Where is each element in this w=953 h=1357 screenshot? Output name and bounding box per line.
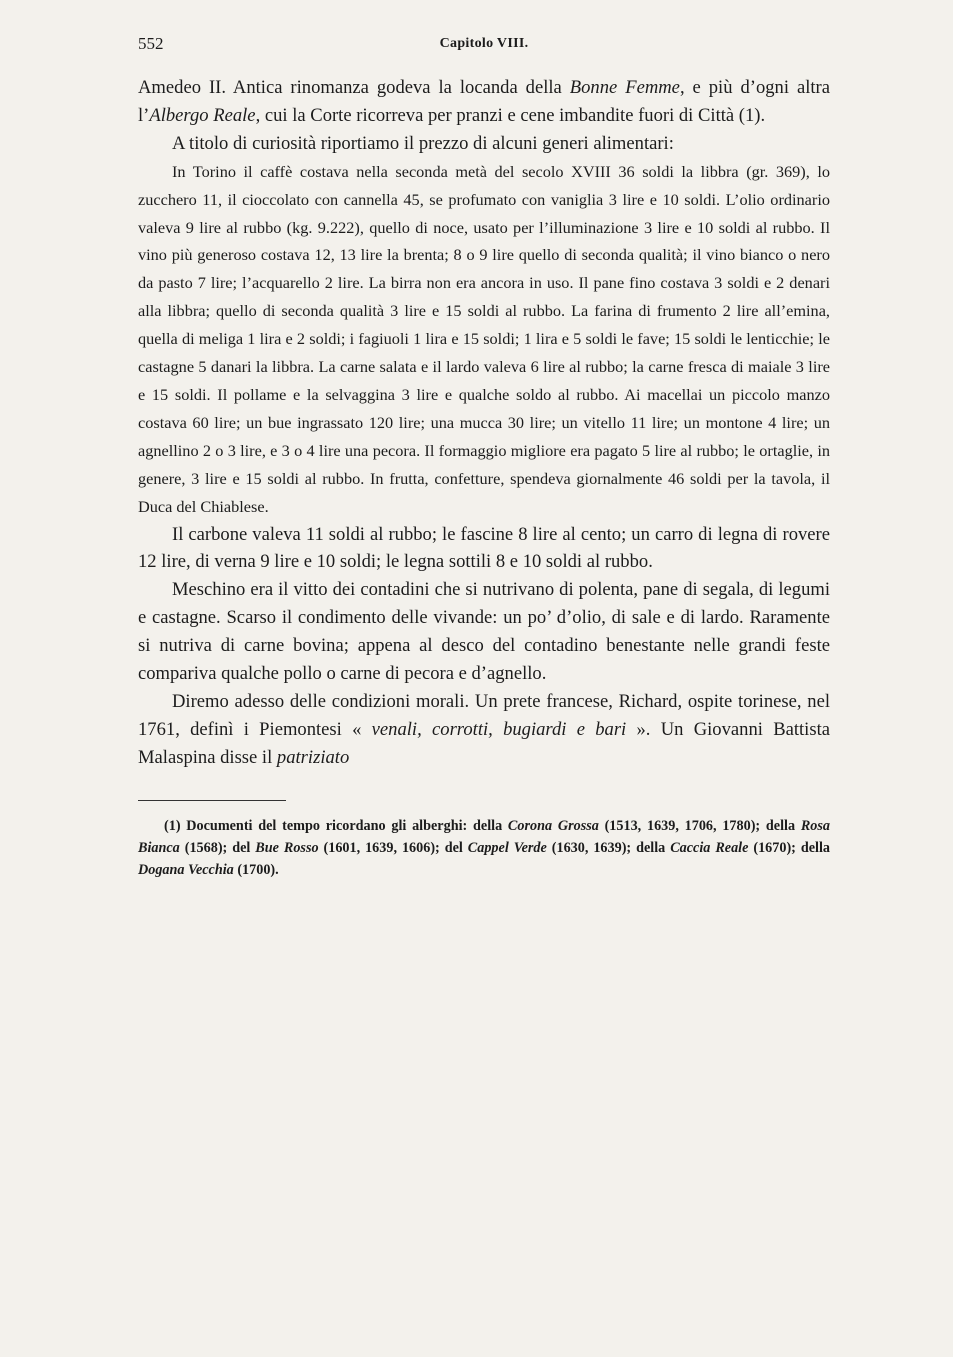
paragraph-2: A titolo di curiosità riportiamo il prezzo di alcuni generi alimentari: xyxy=(172,132,674,154)
paragraph-1-text-b: , e più d’ogni altra l’ xyxy=(138,77,830,126)
footnote-rule xyxy=(138,800,286,801)
footnote-1 xyxy=(138,815,830,881)
paragraph-6-italic-b: patriziato xyxy=(276,746,350,768)
body-text xyxy=(138,74,830,772)
footnote-1-text-a: (1) Documenti del tempo ricordano gli alberghi: della xyxy=(164,817,508,834)
paragraph-3-text-a: In Torino il caffè costava nella seconda metà del secolo XVIII 36 soldi la libbra (gr. 369), lo zucchero 11, il cioccolato con cannella 45, se profumato con vaniglia 3 lire e 10 soldi. L’olio ordinario valeva 9 lire al rubbo (kg. 9.222), quello di noce, usato per l’illuminazione 3 lire e 10 soldi al rubbo. xyxy=(138,161,830,237)
page-number: 552 xyxy=(138,34,164,53)
footnotes xyxy=(138,815,830,881)
book-page xyxy=(138,28,830,881)
paragraph-4: Il carbone valeva 11 soldi al rubbo; le fascine 8 lire al cento; un carro di legna di rovere 12 lire, di verna 9 lire e 10 soldi; le legna sottili 8 e 10 soldi al rubbo. xyxy=(138,523,830,573)
paragraph-1-text-c: , cui la Corte ricorreva per pranzi e cene imbandite fuori di Città (1). xyxy=(255,104,766,126)
footnote-1-italic-a: Corona Grossa xyxy=(507,817,599,834)
footnote-1-italic-b: Rosa Bianca xyxy=(138,817,830,856)
footnote-1-italic-e: Caccia Reale xyxy=(670,839,749,856)
footnote-1-text-f: (1670); della xyxy=(748,839,831,856)
running-head xyxy=(138,28,830,58)
paragraph-6-text-b: ». Un Giovanni Battista Malaspina disse il xyxy=(138,718,830,768)
chapter-title: Capitolo VIII. xyxy=(439,36,529,51)
footnote-1-text-g: (1700). xyxy=(233,861,279,878)
footnote-1-italic-d: Cappel Verde xyxy=(467,839,547,856)
paragraph-1-italic-a: Bonne Femme xyxy=(569,77,680,98)
footnote-1-text-e: (1630, 1639); della xyxy=(546,839,671,856)
footnote-1-italic-f: Dogana Vecchia xyxy=(138,861,234,878)
paragraph-1-italic-b: Albergo Reale xyxy=(149,104,256,126)
paragraph-3-text-b: Il vino più generoso costava 12, 13 lire la brenta; 8 o 9 lire quello di seconda qualità; il vino bianco o nero da pasto 7 lire; l’acquarello 2 lire. La birra non era ancora in uso. Il pane fino costava 3 soldi e 2 denari alla libbra; quello di seconda qualità 3 lire e 15 soldi al rubbo. La farina di frumento 2 lire all’emina, quella di meliga 1 lira e 2 soldi; i fagiuoli 1 lira e 15 soldi; 1 lira e 5 soldi le fave; 15 soldi le lenticchie; le castagne 5 danari la libbra. La carne salata e il lardo valeva 6 lire al rubbo; la carne fresca di maiale 3 lire e 15 soldi. Il pollame e la selvaggina 3 lire e qualche soldo al rubbo. Ai macellai un piccolo manzo costava 60 lire; un bue ingrassato 120 lire; una mucca 30 lire; un vitello 11 lire; un montone 4 lire; un agnellino 2 o 3 lire, e 3 o 4 lire una pecora. Il formaggio migliore era pagato 5 lire al rubbo; le ortaglie, in genere, 3 lire e 15 soldi al rubbo. In frutta, confetture, spendeva giornalmente 46 soldi per la tavola, il Duca del Chiablese. xyxy=(138,217,831,516)
footnote-1-italic-c: Bue Rosso xyxy=(255,839,319,856)
paragraph-1-text-a: Amedeo II. Antica rinomanza godeva la locanda della xyxy=(138,77,570,98)
paragraph-1 xyxy=(138,74,830,130)
paragraph-6-text-a: Diremo adesso delle condizioni morali. Un prete francese, Richard, ospite torinese, nel 1761, definì i Piemontesi « xyxy=(138,690,830,740)
footnote-1-text-c: (1568); del xyxy=(179,839,256,856)
paragraph-5: Meschino era il vitto dei contadini che si nutrivano di polenta, pane di segala, di legumi e castagne. Scarso il condimento delle vivande: un po’ d’olio, di sale e di lardo. Raramente si nutriva di carne bovina; appena al desco del contadino benestante nelle grandi feste compariva qualche pollo o carne di pecora e d’agnello. xyxy=(138,579,830,685)
paragraph-3 xyxy=(138,158,830,521)
footnote-1-text-b: (1513, 1639, 1706, 1780); della xyxy=(598,817,801,834)
footnote-1-text-d: (1601, 1639, 1606); del xyxy=(318,839,468,856)
paragraph-6-italic-a: venali, corrotti, bugiardi e bari xyxy=(371,718,627,740)
paragraph-6 xyxy=(138,688,830,772)
